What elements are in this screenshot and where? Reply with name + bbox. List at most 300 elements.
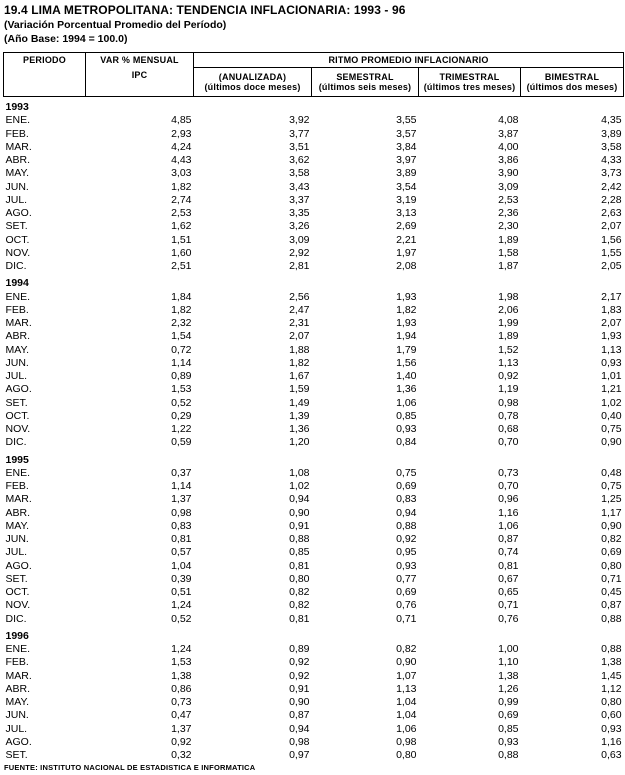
value-cell: 1,82 [171,303,192,316]
table-row [4,436,624,449]
year-label: 1993 [5,101,29,114]
table-row [4,683,624,696]
table-row [4,234,624,247]
value-cell: 0,51 [171,586,192,599]
value-cell: 0,93 [601,356,622,369]
value-cell: 0,90 [601,519,622,532]
value-cell: 1,38 [498,669,519,682]
value-cell: 2,06 [498,303,519,316]
value-cell: 0,75 [396,466,417,479]
value-cell: 2,07 [289,330,310,343]
month-cell: AGO. [5,735,32,748]
value-cell: 0,98 [396,735,417,748]
value-cell: 4,08 [498,114,519,127]
value-cell: 1,97 [396,246,417,259]
value-cell: 1,13 [601,343,622,356]
value-cell: 1,14 [171,480,192,493]
value-cell: 1,13 [498,356,519,369]
value-cell: 1,56 [601,233,622,246]
value-cell: 0,29 [171,409,192,422]
month-cell: DIC. [5,436,27,449]
value-cell: 1,04 [396,696,417,709]
value-cell: 0,69 [601,546,622,559]
source-footer: FUENTE: INSTITUTO NACIONAL DE ESTADISTICA E INFORMATICA [4,763,256,772]
value-cell: 0,65 [498,586,519,599]
value-cell: 1,24 [171,643,192,656]
value-cell: 1,89 [498,330,519,343]
header-ipc-end [86,82,194,97]
value-cell: 0,88 [498,749,519,762]
value-cell: 1,38 [601,656,622,669]
header-semestral-sub: (últimos seis meses) [312,82,419,97]
month-cell: MAR. [5,669,32,682]
value-cell: 0,80 [396,749,417,762]
value-cell: 0,52 [171,396,192,409]
value-cell: 0,70 [498,436,519,449]
value-cell: 0,32 [171,749,192,762]
table-row [4,304,624,317]
value-cell: 0,60 [601,709,622,722]
value-cell: 2,05 [601,260,622,273]
month-cell: JUL. [5,722,28,735]
header-periodo-cont [4,68,86,83]
value-cell: 1,17 [601,506,622,519]
month-cell: FEB. [5,656,29,669]
table-row [4,520,624,533]
month-cell: ABR. [5,154,31,167]
table-row [4,291,624,304]
value-cell: 0,88 [396,519,417,532]
value-cell: 3,54 [396,180,417,193]
value-cell: 1,06 [498,519,519,532]
table-row [4,207,624,220]
header-bimestral: BIMESTRAL [521,68,624,83]
value-cell: 2,53 [498,193,519,206]
value-cell: 1,82 [396,303,417,316]
value-cell: 0,69 [396,480,417,493]
month-cell: JUN. [5,533,29,546]
year-label: 1994 [5,277,29,290]
value-cell: 1,54 [171,330,192,343]
month-cell: MAY. [5,167,30,180]
value-cell: 3,73 [601,167,622,180]
header-trimestral-sub: (últimos tres meses) [419,82,521,97]
month-cell: MAY. [5,696,30,709]
value-cell: 3,43 [289,180,310,193]
value-cell: 3,09 [289,233,310,246]
value-cell: 2,53 [171,207,192,220]
value-cell: 1,12 [601,682,622,695]
value-cell: 0,87 [601,599,622,612]
month-cell: NOV. [5,599,31,612]
table-row [4,344,624,357]
value-cell: 0,69 [396,586,417,599]
value-cell: 1,51 [171,233,192,246]
value-cell: 1,06 [396,722,417,735]
header-bimestral-sub: (últimos dos meses) [521,82,624,97]
value-cell: 4,00 [498,140,519,153]
header-anualizada: (ANUALIZADA) [194,68,312,83]
table-row [4,154,624,167]
value-cell: 0,68 [498,423,519,436]
value-cell: 2,93 [171,127,192,140]
table-row [4,410,624,423]
value-cell: 1,87 [498,260,519,273]
table-row [4,599,624,612]
header-periodo: PERIODO [4,53,86,68]
month-cell: OCT. [5,233,30,246]
month-cell: MAY. [5,343,30,356]
table-row [4,560,624,573]
value-cell: 4,43 [171,154,192,167]
value-cell: 1,56 [396,356,417,369]
value-cell: 1,79 [396,343,417,356]
value-cell: 4,85 [171,114,192,127]
table-row [4,736,624,749]
year-row [4,101,624,114]
value-cell: 0,72 [171,343,192,356]
month-cell: JUL. [5,546,28,559]
header-semestral: SEMESTRAL [312,68,419,83]
value-cell: 2,17 [601,290,622,303]
table-row [4,709,624,722]
value-cell: 3,58 [601,140,622,153]
month-cell: SET. [5,396,28,409]
value-cell: 0,93 [601,722,622,735]
value-cell: 0,87 [498,533,519,546]
value-cell: 1,36 [396,383,417,396]
value-cell: 1,82 [171,180,192,193]
value-cell: 1,83 [601,303,622,316]
month-cell: SET. [5,220,28,233]
value-cell: 2,28 [601,193,622,206]
value-cell: 3,57 [396,127,417,140]
value-cell: 0,82 [289,599,310,612]
value-cell: 0,87 [289,709,310,722]
value-cell: 1,67 [289,370,310,383]
value-cell: 3,89 [396,167,417,180]
value-cell: 2,51 [171,260,192,273]
value-cell: 1,53 [171,656,192,669]
table-row [4,260,624,273]
table-row [4,546,624,559]
month-cell: ENE. [5,643,31,656]
value-cell: 1,37 [171,493,192,506]
value-cell: 0,71 [396,612,417,625]
value-cell: 0,81 [498,559,519,572]
value-cell: 2,56 [289,290,310,303]
table-row [4,423,624,436]
value-cell: 0,88 [289,533,310,546]
value-cell: 1,08 [289,466,310,479]
value-cell: 2,69 [396,220,417,233]
value-cell: 3,92 [289,114,310,127]
month-cell: MAY. [5,519,30,532]
value-cell: 3,89 [601,127,622,140]
value-cell: 3,03 [171,167,192,180]
value-cell: 0,71 [601,572,622,585]
value-cell: 2,32 [171,317,192,330]
value-cell: 0,67 [498,572,519,585]
value-cell: 3,51 [289,140,310,153]
value-cell: 2,47 [289,303,310,316]
value-cell: 3,84 [396,140,417,153]
value-cell: 1,53 [171,383,192,396]
header-anualizada-sub: (últimos doce meses) [194,82,312,97]
value-cell: 1,04 [396,709,417,722]
value-cell: 1,13 [396,682,417,695]
month-cell: JUN. [5,356,29,369]
value-cell: 0,92 [396,533,417,546]
value-cell: 1,88 [289,343,310,356]
table-row [4,181,624,194]
value-cell: 2,07 [601,317,622,330]
value-cell: 0,98 [289,735,310,748]
month-cell: ABR. [5,330,31,343]
month-cell: MAR. [5,493,32,506]
value-cell: 1,38 [171,669,192,682]
value-cell: 3,55 [396,114,417,127]
value-cell: 3,62 [289,154,310,167]
value-cell: 1,21 [601,383,622,396]
month-cell: ABR. [5,506,31,519]
value-cell: 0,82 [601,533,622,546]
table-row [4,586,624,599]
value-cell: 0,69 [498,709,519,722]
value-cell: 0,48 [601,466,622,479]
value-cell: 0,83 [171,519,192,532]
header-periodo-end [4,82,86,97]
value-cell: 3,26 [289,220,310,233]
value-cell: 1,52 [498,343,519,356]
value-cell: 0,75 [601,423,622,436]
value-cell: 0,92 [171,735,192,748]
inflation-table [3,52,624,762]
value-cell: 0,81 [171,533,192,546]
value-cell: 0,95 [396,546,417,559]
month-cell: MAR. [5,317,32,330]
value-cell: 0,91 [289,519,310,532]
month-cell: MAR. [5,140,32,153]
table-row [4,613,624,626]
value-cell: 0,57 [171,546,192,559]
value-cell: 0,73 [171,696,192,709]
table-row [4,643,624,656]
month-cell: JUL. [5,193,28,206]
table-row [4,330,624,343]
month-cell: FEB. [5,480,29,493]
value-cell: 2,07 [601,220,622,233]
value-cell: 1,62 [171,220,192,233]
value-cell: 0,76 [396,599,417,612]
value-cell: 0,52 [171,612,192,625]
table-row [4,397,624,410]
value-cell: 1,94 [396,330,417,343]
value-cell: 1,10 [498,656,519,669]
value-cell: 0,92 [498,370,519,383]
value-cell: 1,93 [396,290,417,303]
value-cell: 3,13 [396,207,417,220]
value-cell: 0,93 [396,423,417,436]
value-cell: 0,85 [289,546,310,559]
value-cell: 0,80 [601,559,622,572]
month-cell: AGO. [5,207,32,220]
month-cell: SET. [5,749,28,762]
value-cell: 0,91 [289,682,310,695]
header-ritmo-promedio: RITMO PROMEDIO INFLACIONARIO [194,53,624,68]
value-cell: 3,37 [289,193,310,206]
month-cell: ENE. [5,114,31,127]
table-row [4,696,624,709]
table-row [4,573,624,586]
value-cell: 0,90 [396,656,417,669]
table-row [4,141,624,154]
value-cell: 0,37 [171,466,192,479]
value-cell: 1,55 [601,246,622,259]
value-cell: 3,86 [498,154,519,167]
value-cell: 2,81 [289,260,310,273]
value-cell: 1,06 [396,396,417,409]
value-cell: 0,85 [498,722,519,735]
header-var-mensual: VAR % MENSUAL [86,53,194,68]
page-title: 19.4 LIMA METROPOLITANA: TENDENCIA INFLACIONARIA: 1993 - 96 [4,3,406,17]
month-cell: ENE. [5,290,31,303]
value-cell: 1,24 [171,599,192,612]
value-cell: 0,70 [498,480,519,493]
value-cell: 1,59 [289,383,310,396]
value-cell: 4,35 [601,114,622,127]
value-cell: 0,97 [289,749,310,762]
table-row [4,317,624,330]
month-cell: JUN. [5,709,29,722]
value-cell: 0,80 [289,572,310,585]
value-cell: 2,21 [396,233,417,246]
value-cell: 1,19 [498,383,519,396]
value-cell: 1,60 [171,246,192,259]
value-cell: 0,92 [289,656,310,669]
value-cell: 2,63 [601,207,622,220]
table-row [4,167,624,180]
table-row [4,493,624,506]
value-cell: 1,20 [289,436,310,449]
value-cell: 0,92 [289,669,310,682]
value-cell: 1,40 [396,370,417,383]
month-cell: FEB. [5,303,29,316]
value-cell: 0,85 [396,409,417,422]
value-cell: 0,75 [601,480,622,493]
value-cell: 3,87 [498,127,519,140]
table-row [4,114,624,127]
value-cell: 0,89 [171,370,192,383]
value-cell: 1,98 [498,290,519,303]
month-cell: DIC. [5,612,27,625]
month-cell: DIC. [5,260,27,273]
value-cell: 1,16 [498,506,519,519]
value-cell: 0,90 [289,506,310,519]
value-cell: 0,74 [498,546,519,559]
value-cell: 0,81 [289,559,310,572]
value-cell: 2,36 [498,207,519,220]
page-subtitle: (Variación Porcentual Promedio del Período) [4,19,227,31]
table-row [4,670,624,683]
year-row [4,630,624,643]
value-cell: 2,74 [171,193,192,206]
value-cell: 0,39 [171,572,192,585]
month-cell: JUL. [5,370,28,383]
value-cell: 1,84 [171,290,192,303]
value-cell: 0,98 [498,396,519,409]
table-body [4,97,624,763]
table-row [4,220,624,233]
value-cell: 1,93 [601,330,622,343]
month-cell: AGO. [5,559,32,572]
value-cell: 1,01 [601,370,622,383]
value-cell: 0,86 [171,682,192,695]
value-cell: 0,78 [498,409,519,422]
value-cell: 1,04 [171,559,192,572]
header-ipc: IPC [86,68,194,83]
month-cell: JUN. [5,180,29,193]
value-cell: 0,77 [396,572,417,585]
value-cell: 0,89 [289,643,310,656]
year-label: 1996 [5,629,29,642]
value-cell: 3,90 [498,167,519,180]
month-cell: ABR. [5,682,31,695]
value-cell: 1,14 [171,356,192,369]
base-year-note: (Año Base: 1994 = 100.0) [4,33,128,45]
value-cell: 3,58 [289,167,310,180]
value-cell: 0,93 [498,735,519,748]
value-cell: 1,02 [289,480,310,493]
table-row [4,383,624,396]
value-cell: 3,35 [289,207,310,220]
value-cell: 0,88 [601,643,622,656]
table-row [4,480,624,493]
value-cell: 2,42 [601,180,622,193]
value-cell: 1,07 [396,669,417,682]
value-cell: 1,93 [396,317,417,330]
value-cell: 0,40 [601,409,622,422]
value-cell: 0,90 [601,436,622,449]
value-cell: 0,71 [498,599,519,612]
year-row [4,277,624,290]
value-cell: 1,58 [498,246,519,259]
table-row [4,723,624,736]
table-row [4,749,624,762]
value-cell: 1,45 [601,669,622,682]
month-cell: NOV. [5,246,31,259]
value-cell: 3,19 [396,193,417,206]
month-cell: AGO. [5,383,32,396]
table-row [4,533,624,546]
value-cell: 0,45 [601,586,622,599]
value-cell: 1,99 [498,317,519,330]
value-cell: 3,77 [289,127,310,140]
value-cell: 2,30 [498,220,519,233]
month-cell: NOV. [5,423,31,436]
value-cell: 1,22 [171,423,192,436]
value-cell: 0,94 [289,722,310,735]
value-cell: 0,99 [498,696,519,709]
value-cell: 0,80 [601,696,622,709]
table-row [4,128,624,141]
value-cell: 0,88 [601,612,622,625]
table-row [4,370,624,383]
value-cell: 0,81 [289,612,310,625]
value-cell: 0,59 [171,436,192,449]
month-cell: OCT. [5,586,30,599]
year-row [4,454,624,467]
